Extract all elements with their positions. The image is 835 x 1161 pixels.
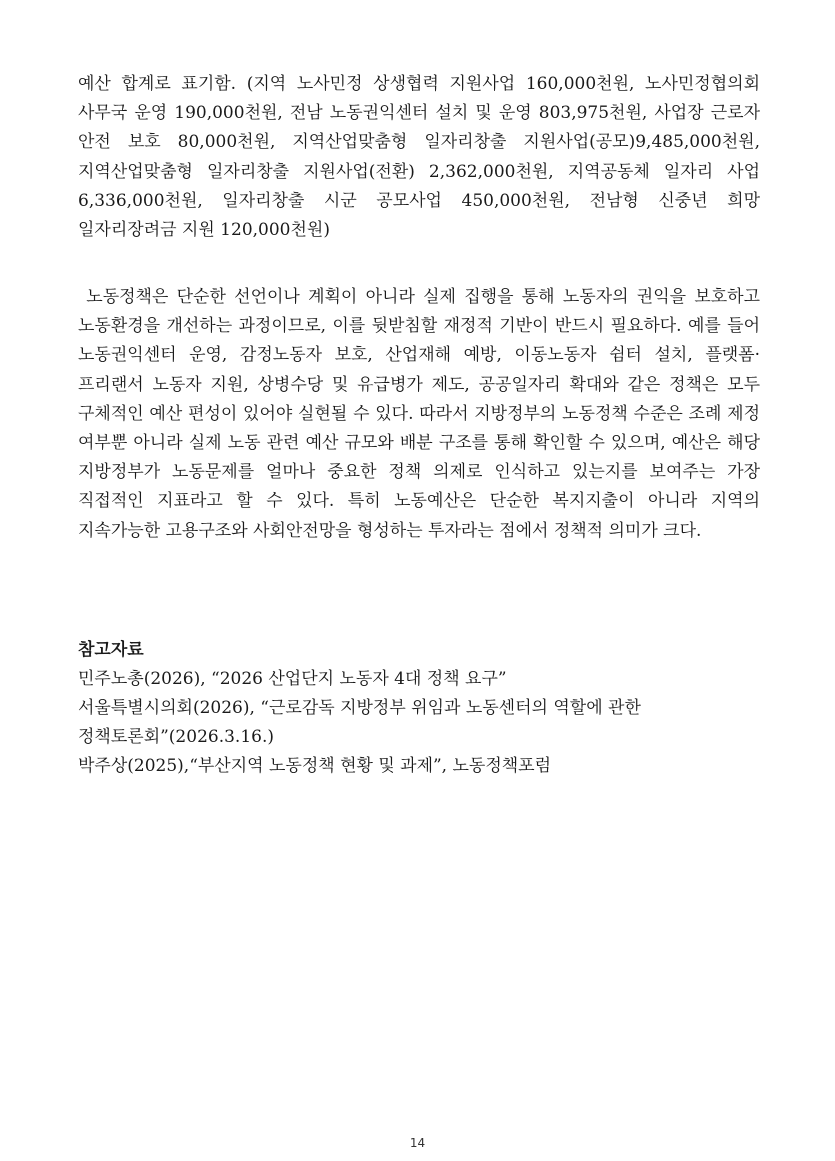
references-heading: 참고자료 [78,640,144,660]
references-section [78,636,768,781]
reference-item: 박주상(2025),“부산지역 노동정책 현황 및 과제”, 노동정책포럼 [78,756,552,776]
body-paragraph-budget-list: 예산 합계로 표기함. (지역 노사민정 상생협력 지원사업 160,000천원, 노사민정협의회 사무국 운영 190,000천원, 전남 노동권익센터 설치 및 운영 803,975천원, 사업장 근로자 안전 보호 80,000천원, 지역산업맞춤형 일자리창출 지원사업(공모)9,485,000천원, 지역산업맞춤형 일자리창출 지원사업(전환) 2,362,000천원, 지역공동체 일자리 사업 6,336,000천원, 일자리창출 시군 공모사업 450,000천원, 전남형 신중년 희망 일자리장려금 지원 120,000천원) [78,74,760,241]
references-list [78,665,768,781]
reference-item: 서울특별시의회(2026), “근로감독 지방정부 위임과 노동센터의 역할에 관한 정책토론회”(2026.3.16.) [78,698,641,747]
body-paragraph-labor-policy-text: 노동정책은 단순한 선언이나 계획이 아니라 실제 집행을 통해 노동자의 권익을 보호하고 노동환경을 개선하는 과정이므로, 이를 뒷받침할 재정적 기반이 반드시 필요하다. 예를 들어 노동권익센터 운영, 감정노동자 보호, 산업재해 예방, 이동노동자 쉼터 설치, 플랫폼·프리랜서 노동자 지원, 상병수당 및 유급병가 제도, 공공일자리 확대와 같은 정책은 모두 구체적인 예산 편성이 있어야 실현될 수 있다. 따라서 지방정부의 노동정책 수준은 조례 제정 여부뿐 아니라 실제 노동 관련 예산 규모와 배분 구조를 통해 확인할 수 있으며, 예산은 해당 지방정부가 노동문제를 얼마나 중요한 정책 의제로 인식하고 있는지를 보여주는 가장 직접적인 지표라고 할 수 있다. 특히 노동예산은 단순한 복지지출이 아니라 지역의 지속가능한 고용구조와 사회안전망을 형성하는 투자라는 점에서 정책적 의미가 크다. [78,287,761,541]
body-paragraph-labor-policy [78,283,760,546]
page-number: 14 [409,1136,426,1150]
reference-item: 민주노총(2026), “2026 산업단지 노동자 4대 정책 요구” [78,669,507,689]
